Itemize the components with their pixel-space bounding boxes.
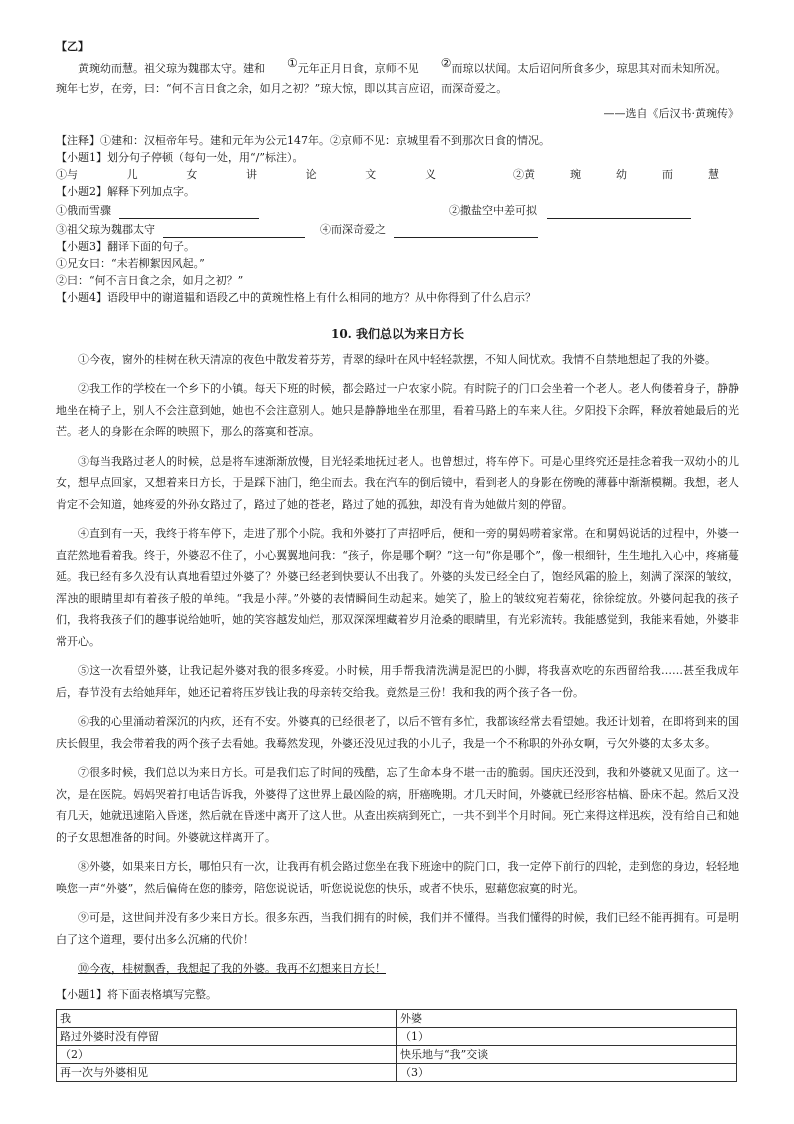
article-paragraph: ⑤这一次看望外婆，让我记起外婆对我的很多疼爱。小时候，用手帮我清洗满是泥巴的小脚，将我喜欢吃的东西留给我……甚至我成年后，春节没有去给她拜年，她还记着将压岁钱让我的母亲转交给我。竟然是三份！我和我的两个孩子各一份。 bbox=[56, 664, 739, 699]
table-row bbox=[57, 1027, 737, 1045]
sentence-2-char: 慧 bbox=[708, 167, 719, 181]
table-row bbox=[57, 1063, 737, 1081]
table-header-row bbox=[57, 1009, 737, 1027]
sentence-1-char: 论 bbox=[305, 167, 317, 181]
question-2-item: ①俄而雪骤 bbox=[56, 203, 111, 217]
article-paragraph: ④直到有一天，我终于将车停下，走进了那个小院。我和外婆打了声招呼后，便和一旁的舅妈唠着家常。在和舅妈说话的过程中，外婆一直茫然地看着我。终于，外婆忍不住了，小心翼翼地问我：“孩子，你是哪个啊？”这一句“你是哪个”，像一根细针，生生地扎入心中，疼痛蔓延。我已经有多久没有认真地看望过外婆了？外婆已经老到快要认不出我了。外婆的头发已经全白了，饱经风霜的脸上，刻满了深深的皱纹，浑浊的眼睛里却有着孩子般的单纯。“我是小萍。”外婆的表情瞬间生动起来。她笑了，脸上的皱纹宛若菊花，徐徐绽放。外婆问起我的孩子们，我将我孩子们的趣事说给她听，她的笑容越发灿烂，那双深深埋藏着岁月沧桑的眼睛里，有光彩流转。我能感觉到，我能来看她，外婆非常开心。 bbox=[56, 527, 739, 648]
article-question-1-label: 【小题1】将下面表格填写完整。 bbox=[56, 987, 217, 1001]
answer-blank[interactable] bbox=[163, 225, 305, 238]
sentence-1-char: 义 bbox=[424, 167, 436, 181]
passage-b-text-2: 元年正月日食，京师不见 bbox=[297, 62, 419, 75]
question-2-row-1 bbox=[56, 202, 739, 219]
article-paragraph: ⑨可是，这世间并没有多少来日方长。很多东西，当我们拥有的时候，我们并不懂得。当我们懂得的时候，我们已经不能再拥有。可是明白了这个道理，要付出多么沉痛的代价！ bbox=[56, 911, 739, 946]
question-3-label: 【小题3】翻译下面的句子。 bbox=[56, 239, 195, 253]
section-heading-b: 【乙】 bbox=[56, 40, 89, 53]
article-paragraph: ⑦很多时候，我们总以为来日方长。可是我们忘了时间的残酷，忘了生命本身不堪一击的脆弱。国庆还没到，我和外婆就又见面了。这一次，是在医院。妈妈哭着打电话告诉我，外婆得了这世界上最凶险的病，肝癌晚期。才几天时间，外婆就已经形容枯槁、卧床不起。然后又没有几天，她就迅速陷入昏迷，然后就在昏迷中离开了这人世。从查出疾病到死亡，一共不到半个月时间。死亡来得这样迅疾，没有给自己和她的子女思想准备的时间。外婆就这样离开了。 bbox=[56, 766, 739, 844]
sentence-1-char: 文 bbox=[365, 167, 377, 181]
sentence-1-char: 女 bbox=[186, 167, 198, 181]
question-2-item: ②撒盐空中差可拟 bbox=[449, 203, 537, 217]
question-3-item: ①兄女曰：“未若柳絮因风起。” bbox=[56, 256, 205, 270]
passage-b: 黄琬幼而慧。祖父琼为魏郡太守。建和 ①元年正月日食，京师不见 ②而琼以状闻。太后诏问所食多少，琼思其对而未知所况。 bbox=[78, 56, 727, 75]
exam-page bbox=[56, 38, 739, 1082]
table-cell-answer[interactable]: （2） bbox=[57, 1045, 397, 1063]
passage-b-line-2: 琬年七岁，在旁，曰：“何不言日食之余，如月之初？”琼大惊，即以其言应诏，而深奇爱之。 bbox=[56, 81, 508, 95]
answer-blank[interactable] bbox=[547, 206, 691, 219]
source-citation: ——选自《后汉书·黄琬传》 bbox=[603, 106, 739, 120]
article-paragraph: ②我工作的学校在一个乡下的小镇。每天下班的时候，都会路过一户农家小院。有时院子的门口会坐着一个老人。老人佝偻着身子，静静地坐在椅子上，别人不会注意到她，她也不会注意别人。她只是静静地坐在那里，看着马路上的车来人往。夕阳投下余晖，释放着她最后的光芒。老人的身影在余晖的映照下，那么的落寞和苍凉。 bbox=[56, 382, 739, 438]
sentence-2-char: 而 bbox=[662, 167, 673, 181]
answer-blank[interactable] bbox=[394, 225, 538, 238]
article-paragraph-final: ⑩今夜，桂树飘香，我想起了我的外婆。我再不幻想来日方长！ bbox=[78, 962, 386, 975]
sentence-1-char: ①与 bbox=[56, 167, 78, 181]
question-4-label: 【小题4】语段甲中的谢道韫和语段乙中的黄琬性格上有什么相同的地方？从中你得到了什么启示？ bbox=[56, 290, 536, 304]
sentence-2-char: 琬 bbox=[570, 167, 581, 181]
passage-b-text-3: 而琼以状闻。太后诏问所食多少，琼思其对而未知所况。 bbox=[451, 62, 727, 75]
sentence-1 bbox=[56, 166, 436, 183]
question-2-label: 【小题2】解释下列加点字。 bbox=[56, 184, 195, 198]
sentence-2-char: ②黄 bbox=[513, 167, 535, 181]
table-cell: 路过外婆时没有停留 bbox=[57, 1027, 397, 1045]
article-paragraph: ①今夜，窗外的桂树在秋天清凉的夜色中散发着芬芳，青翠的绿叶在风中轻轻款摆，不知人间忧欢。我情不自禁地想起了我的外婆。 bbox=[78, 352, 716, 366]
table-row bbox=[57, 1045, 737, 1063]
question-3-item: ②曰：“何不言日食之余，如月之初？” bbox=[56, 273, 244, 287]
table-cell: 快乐地与“我”交谈 bbox=[397, 1045, 737, 1063]
question-1-label: 【小题1】划分句子停顿（每句一处，用“/”标注）。 bbox=[56, 150, 304, 164]
question-2-row-2 bbox=[56, 221, 739, 238]
sentence-1-char: 儿 bbox=[126, 167, 138, 181]
article-paragraph: ③每当我路过老人的时候，总是将车速渐渐放慢，目光轻柔地抚过老人。也曾想过，将车停下。可是心里终究还是挂念着我一双幼小的儿女，想早点回家，又想着来日方长，于是踩下油门，绝尘而去。我在汽车的倒后镜中，看到老人的身影在傍晚的薄暮中渐渐模糊。我想，老人肯定不会知道，她疼爱的外孙女路过了，路过了她的苍老，路过了她的孤独，却没有肯为她做片刻的停留。 bbox=[56, 454, 739, 511]
sentence-1-char: 讲 bbox=[245, 167, 257, 181]
article-paragraph: ⑥我的心里涌动着深沉的内疚，还有不安。外婆真的已经很老了，以后不管有多忙，我都该经常去看望她。我还计划着，在即将到来的国庆长假里，我会带着我的两个孩子去看她。我蓦然发现，外婆还没见过我的小儿子，我是一个不称职的外孙女啊，亏欠外婆的太多太多。 bbox=[56, 715, 739, 750]
sentence-2 bbox=[513, 166, 719, 183]
table-cell-answer[interactable]: （3） bbox=[397, 1063, 737, 1081]
fill-in-table bbox=[56, 1009, 737, 1082]
table-header-cell: 我 bbox=[57, 1009, 397, 1027]
article-paragraph: ⑧外婆，如果来日方长，哪怕只有一次，让我再有机会路过您坐在我下班途中的院门口，我一定停下前行的四轮，走到您的身边，轻轻地唤您一声“外婆”，然后偏倚在您的膝旁，陪您说说话，听您说说您的快乐，或者不快乐，慰藉您寂寞的时光。 bbox=[56, 860, 739, 895]
notes: 【注释】①建和：汉桓帝年号。建和元年为公元147年。②京师不见：京城里看不到那次日食的情况。 bbox=[56, 133, 550, 147]
table-cell-answer[interactable]: （1） bbox=[397, 1027, 737, 1045]
question-2-item: ④而深奇爱之 bbox=[320, 222, 386, 236]
question-1-sentences bbox=[56, 166, 739, 183]
answer-blank[interactable] bbox=[119, 206, 259, 219]
table-header-cell: 外婆 bbox=[397, 1009, 737, 1027]
sentence-2-char: 幼 bbox=[616, 167, 627, 181]
table-cell: 再一次与外婆相见 bbox=[57, 1063, 397, 1081]
article-title: 10. 我们总以为来日方长 bbox=[330, 326, 465, 341]
question-2-item: ③祖父琼为魏郡太守 bbox=[56, 222, 155, 236]
passage-b-text-1: 黄琬幼而慧。祖父琼为魏郡太守。建和 bbox=[78, 62, 265, 75]
